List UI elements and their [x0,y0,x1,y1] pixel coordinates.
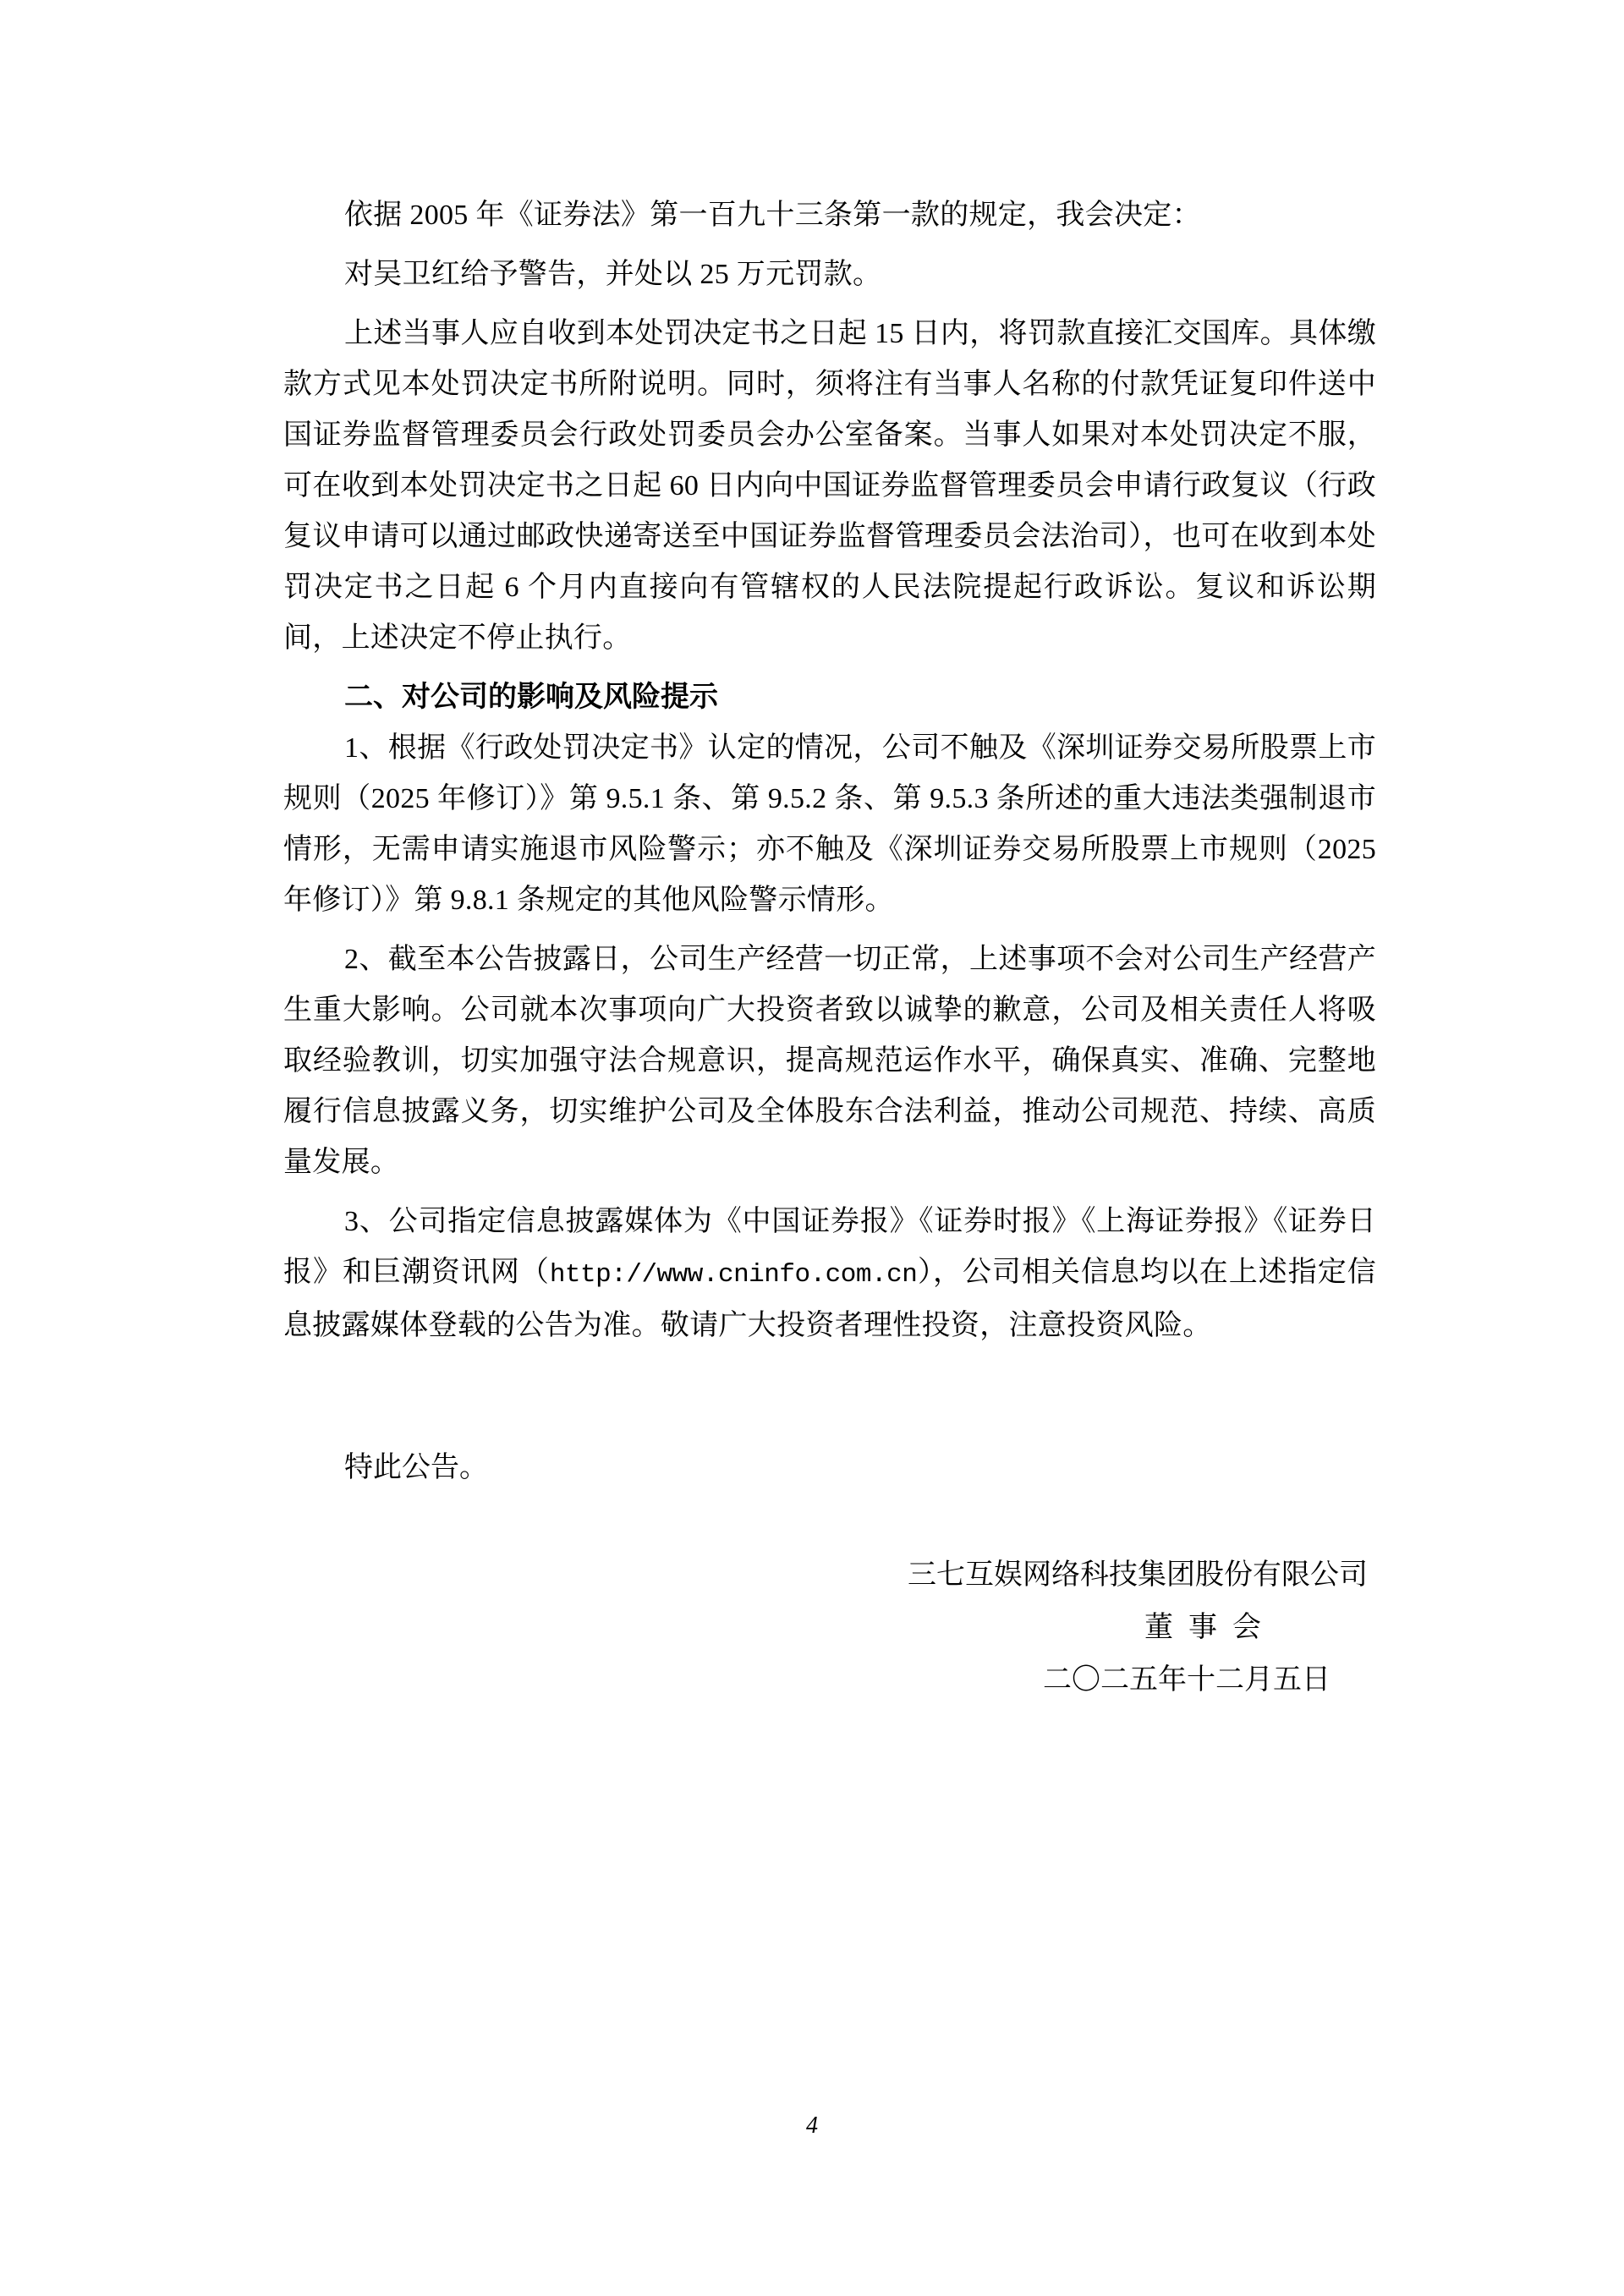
page-number: 4 [806,2112,818,2139]
paragraph-item-1-delisting: 1、根据《行政处罚决定书》认定的情况，公司不触及《深圳证券交易所股票上市规则（2025 年修订）》第 9.5.1 条、第 9.5.2 条、第 9.5.3 条所述的重大违法类强制退市情形，无需申请实施退市风险警示；亦不触及《深圳证券交易所股票上市规则（2025 年修订）》第 9.8.1 条规定的其他风险警示情形。 [283,732,1376,916]
spacer-before-closing [283,1351,1376,1443]
paragraph-item-2-operations: 2、截至本公告披露日，公司生产经营一切正常，上述事项不会对公司生产经营产生重大影响。公司就本次事项向广大投资者致以诚挚的歉意，公司及相关责任人将吸取经验教训，切实加强守法合规意识，提高规范运作水平，确保真实、准确、完整地履行信息披露义务，切实维护公司及全体股东合法利益，推动公司规范、持续、高质量发展。 [283,944,1376,1178]
item-3-text-after-url: ），公司相关信息均以在上述指定信息披露媒体登载的公告为准。敬请广大投资者理性投资，注意投资风险。 [283,1257,1376,1341]
paragraph-penalty: 对吴卫红给予警告，并处以 25 万元罚款。 [344,259,882,290]
paragraph-decision-basis: 依据 2005 年《证券法》第一百九十三条第一款的规定，我会决定： [344,200,1201,231]
signature-date: 二〇二五年十二月五日 [1043,1664,1330,1696]
cninfo-url: http://www.cninfo.com.cn [549,1260,918,1290]
closing-statement: 特此公告。 [344,1452,488,1483]
section-heading-impact-and-risk: 二、对公司的影响及风险提示 [344,682,718,713]
paragraph-item-3-media [283,1197,1376,1351]
signature-company-name: 三七互娱网络科技集团股份有限公司 [908,1559,1368,1591]
document-body [283,190,1376,1707]
signature-block [283,1549,1376,1707]
signature-board-of-directors: 董事会 [1144,1612,1276,1643]
item-3-text-before-url: 3、公司指定信息披露媒体为《中国证券报》《证券时报》《上海证券报》《证券日报》和巨潮资讯网（ [283,1206,1376,1288]
paragraph-payment-procedure: 上述当事人应自收到本处罚决定书之日起 15 日内，将罚款直接汇交国库。具体缴款方式见本处罚决定书所附说明。同时，须将注有当事人名称的付款凭证复印件送中国证券监督管理委员会行政处罚委员会办公室备案。当事人如果对本处罚决定不服，可在收到本处罚决定书之日起 60 日内向中国证券监督管理委员会申请行政复议（行政复议申请可以通过邮政快递寄送至中国证券监督管理委员会法治司），也可在收到本处罚决定书之日起 6 个月内直接向有管辖权的人民法院提起行政诉讼。复议和诉讼期间，上述决定不停止执行。 [283,318,1376,654]
